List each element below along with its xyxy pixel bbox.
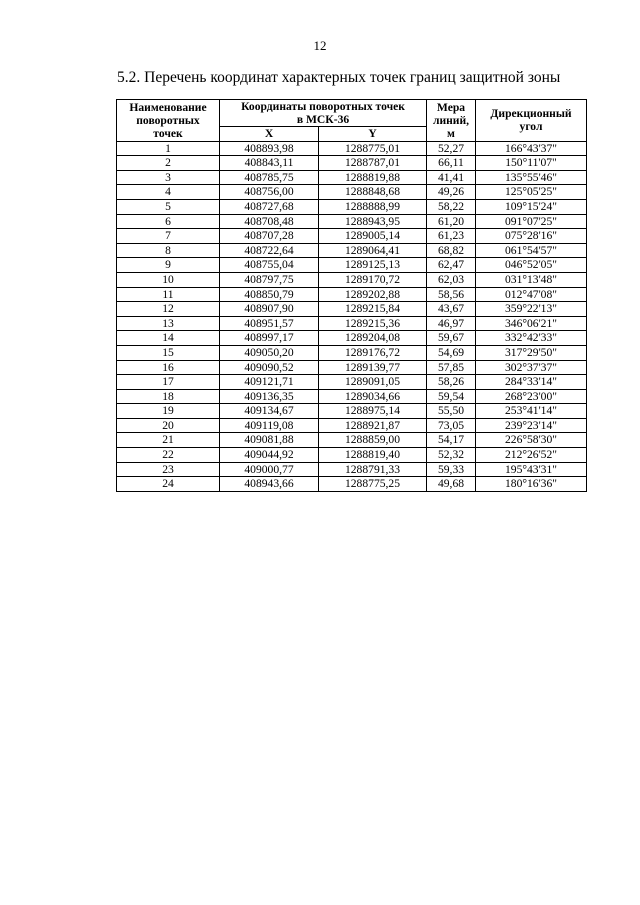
cell-x: 408943,66 xyxy=(220,477,319,492)
cell-line-length: 54,69 xyxy=(427,345,476,360)
cell-line-length: 59,67 xyxy=(427,331,476,346)
table-row xyxy=(117,389,587,404)
cell-x: 408755,04 xyxy=(220,258,319,273)
cell-y: 1288921,87 xyxy=(319,418,427,433)
cell-point-number: 3 xyxy=(117,170,220,185)
table-row xyxy=(117,462,587,477)
cell-y: 1288787,01 xyxy=(319,156,427,171)
cell-y: 1288848,68 xyxy=(319,185,427,200)
cell-direction-angle: 166°43'37" xyxy=(476,141,587,156)
cell-direction-angle: 212°26'52" xyxy=(476,448,587,463)
cell-point-number: 1 xyxy=(117,141,220,156)
table-row xyxy=(117,141,587,156)
header-line-length xyxy=(427,100,476,142)
table-row xyxy=(117,404,587,419)
cell-direction-angle: 012°47'08" xyxy=(476,287,587,302)
cell-x: 408951,57 xyxy=(220,316,319,331)
cell-x: 408843,11 xyxy=(220,156,319,171)
table-row xyxy=(117,316,587,331)
table-row xyxy=(117,199,587,214)
header-line-length-line-3: м xyxy=(447,126,455,140)
table-row xyxy=(117,170,587,185)
table-row xyxy=(117,272,587,287)
page-number: 12 xyxy=(313,38,327,53)
cell-direction-angle: 091°07'25" xyxy=(476,214,587,229)
cell-x: 409119,08 xyxy=(220,418,319,433)
cell-line-length: 73,05 xyxy=(427,418,476,433)
header-direction-angle xyxy=(476,100,587,142)
cell-direction-angle: 284°33'14" xyxy=(476,375,587,390)
cell-line-length: 58,26 xyxy=(427,375,476,390)
cell-y: 1288775,01 xyxy=(319,141,427,156)
cell-line-length: 57,85 xyxy=(427,360,476,375)
table-row xyxy=(117,448,587,463)
cell-x: 408785,75 xyxy=(220,170,319,185)
cell-x: 408756,00 xyxy=(220,185,319,200)
cell-point-number: 18 xyxy=(117,389,220,404)
cell-point-number: 15 xyxy=(117,345,220,360)
cell-line-length: 49,68 xyxy=(427,477,476,492)
cell-y: 1289034,66 xyxy=(319,389,427,404)
cell-line-length: 49,26 xyxy=(427,185,476,200)
cell-direction-angle: 075°28'16" xyxy=(476,229,587,244)
table-row xyxy=(117,156,587,171)
table-row xyxy=(117,433,587,448)
header-direction-angle-line-1: Дирекционный xyxy=(490,107,572,121)
cell-point-number: 20 xyxy=(117,418,220,433)
cell-line-length: 62,03 xyxy=(427,272,476,287)
cell-point-number: 11 xyxy=(117,287,220,302)
cell-line-length: 52,27 xyxy=(427,141,476,156)
coordinates-table xyxy=(116,99,587,492)
table-row xyxy=(117,243,587,258)
cell-y: 1289125,13 xyxy=(319,258,427,273)
cell-y: 1288888,99 xyxy=(319,199,427,214)
cell-direction-angle: 268°23'00" xyxy=(476,389,587,404)
header-coordinates-line-2: в МСК-36 xyxy=(296,113,350,126)
cell-x: 408893,98 xyxy=(220,141,319,156)
cell-line-length: 68,82 xyxy=(427,243,476,258)
cell-point-number: 8 xyxy=(117,243,220,258)
table-row xyxy=(117,375,587,390)
cell-line-length: 58,22 xyxy=(427,199,476,214)
cell-y: 1289204,08 xyxy=(319,331,427,346)
cell-direction-angle: 180°16'36" xyxy=(476,477,587,492)
cell-point-number: 23 xyxy=(117,462,220,477)
header-point-name-line-2: поворотных xyxy=(136,113,200,127)
cell-y: 1289005,14 xyxy=(319,229,427,244)
cell-line-length: 43,67 xyxy=(427,302,476,317)
cell-direction-angle: 135°55'46" xyxy=(476,170,587,185)
cell-direction-angle: 226°58'30" xyxy=(476,433,587,448)
cell-x: 408707,28 xyxy=(220,229,319,244)
cell-x: 409090,52 xyxy=(220,360,319,375)
cell-point-number: 12 xyxy=(117,302,220,317)
cell-point-number: 14 xyxy=(117,331,220,346)
cell-y: 1289091,05 xyxy=(319,375,427,390)
table-row xyxy=(117,360,587,375)
cell-line-length: 58,56 xyxy=(427,287,476,302)
cell-direction-angle: 031°13'48" xyxy=(476,272,587,287)
table-row xyxy=(117,229,587,244)
header-point-name xyxy=(117,100,220,142)
cell-point-number: 19 xyxy=(117,404,220,419)
cell-point-number: 5 xyxy=(117,199,220,214)
cell-y: 1288859,00 xyxy=(319,433,427,448)
cell-y: 1289170,72 xyxy=(319,272,427,287)
cell-direction-angle: 109°15'24" xyxy=(476,199,587,214)
cell-point-number: 4 xyxy=(117,185,220,200)
cell-x: 408850,79 xyxy=(220,287,319,302)
cell-point-number: 24 xyxy=(117,477,220,492)
table-row xyxy=(117,345,587,360)
cell-line-length: 66,11 xyxy=(427,156,476,171)
table-body xyxy=(117,141,587,491)
header-point-name-line-3: точек xyxy=(153,126,183,140)
cell-line-length: 41,41 xyxy=(427,170,476,185)
cell-y: 1288775,25 xyxy=(319,477,427,492)
cell-y: 1289064,41 xyxy=(319,243,427,258)
header-direction-angle-line-2: угол xyxy=(519,120,543,134)
cell-line-length: 46,97 xyxy=(427,316,476,331)
header-x: X xyxy=(220,127,319,142)
header-point-name-line-1: Наименование xyxy=(129,100,207,114)
cell-x: 409050,20 xyxy=(220,345,319,360)
cell-point-number: 10 xyxy=(117,272,220,287)
cell-x: 408727,68 xyxy=(220,199,319,214)
cell-direction-angle: 302°37'37" xyxy=(476,360,587,375)
cell-line-length: 61,20 xyxy=(427,214,476,229)
cell-point-number: 22 xyxy=(117,448,220,463)
cell-direction-angle: 195°43'31" xyxy=(476,462,587,477)
cell-x: 409121,71 xyxy=(220,375,319,390)
section-title: 5.2. Перечень координат характерных точек границ защитной зоны xyxy=(117,69,561,86)
header-y: Y xyxy=(319,127,427,142)
cell-point-number: 7 xyxy=(117,229,220,244)
cell-x: 409136,35 xyxy=(220,389,319,404)
header-coordinates-line-1: Координаты поворотных точек xyxy=(241,100,405,113)
cell-y: 1289202,88 xyxy=(319,287,427,302)
cell-y: 1288943,95 xyxy=(319,214,427,229)
cell-x: 409000,77 xyxy=(220,462,319,477)
cell-direction-angle: 125°05'25" xyxy=(476,185,587,200)
header-line-length-line-1: Мера xyxy=(436,100,466,114)
cell-line-length: 59,54 xyxy=(427,389,476,404)
table-row xyxy=(117,214,587,229)
cell-point-number: 17 xyxy=(117,375,220,390)
cell-x: 408708,48 xyxy=(220,214,319,229)
cell-line-length: 61,23 xyxy=(427,229,476,244)
cell-y: 1289139,77 xyxy=(319,360,427,375)
cell-point-number: 16 xyxy=(117,360,220,375)
cell-y: 1288791,33 xyxy=(319,462,427,477)
cell-x: 409134,67 xyxy=(220,404,319,419)
cell-point-number: 21 xyxy=(117,433,220,448)
header-line-length-line-2: линий, xyxy=(432,113,470,127)
cell-line-length: 59,33 xyxy=(427,462,476,477)
cell-direction-angle: 150°11'07" xyxy=(476,156,587,171)
cell-direction-angle: 346°06'21" xyxy=(476,316,587,331)
cell-direction-angle: 332°42'33" xyxy=(476,331,587,346)
cell-direction-angle: 317°29'50" xyxy=(476,345,587,360)
table-row xyxy=(117,302,587,317)
cell-direction-angle: 239°23'14" xyxy=(476,418,587,433)
cell-direction-angle: 046°52'05" xyxy=(476,258,587,273)
cell-y: 1288819,88 xyxy=(319,170,427,185)
cell-y: 1289176,72 xyxy=(319,345,427,360)
cell-x: 409044,92 xyxy=(220,448,319,463)
table-row xyxy=(117,477,587,492)
cell-line-length: 62,47 xyxy=(427,258,476,273)
cell-y: 1289215,36 xyxy=(319,316,427,331)
cell-direction-angle: 253°41'14" xyxy=(476,404,587,419)
cell-x: 408907,90 xyxy=(220,302,319,317)
table-row xyxy=(117,258,587,273)
cell-x: 408997,17 xyxy=(220,331,319,346)
table-row xyxy=(117,287,587,302)
cell-x: 408797,75 xyxy=(220,272,319,287)
cell-line-length: 55,50 xyxy=(427,404,476,419)
header-coordinates xyxy=(220,100,427,127)
cell-point-number: 6 xyxy=(117,214,220,229)
cell-direction-angle: 061°54'57" xyxy=(476,243,587,258)
table-row xyxy=(117,185,587,200)
table-row xyxy=(117,418,587,433)
cell-y: 1288975,14 xyxy=(319,404,427,419)
cell-line-length: 54,17 xyxy=(427,433,476,448)
table-row xyxy=(117,331,587,346)
cell-direction-angle: 359°22'13" xyxy=(476,302,587,317)
cell-point-number: 13 xyxy=(117,316,220,331)
cell-x: 408722,64 xyxy=(220,243,319,258)
cell-y: 1289215,84 xyxy=(319,302,427,317)
cell-y: 1288819,40 xyxy=(319,448,427,463)
cell-point-number: 9 xyxy=(117,258,220,273)
cell-line-length: 52,32 xyxy=(427,448,476,463)
cell-point-number: 2 xyxy=(117,156,220,171)
cell-x: 409081,88 xyxy=(220,433,319,448)
